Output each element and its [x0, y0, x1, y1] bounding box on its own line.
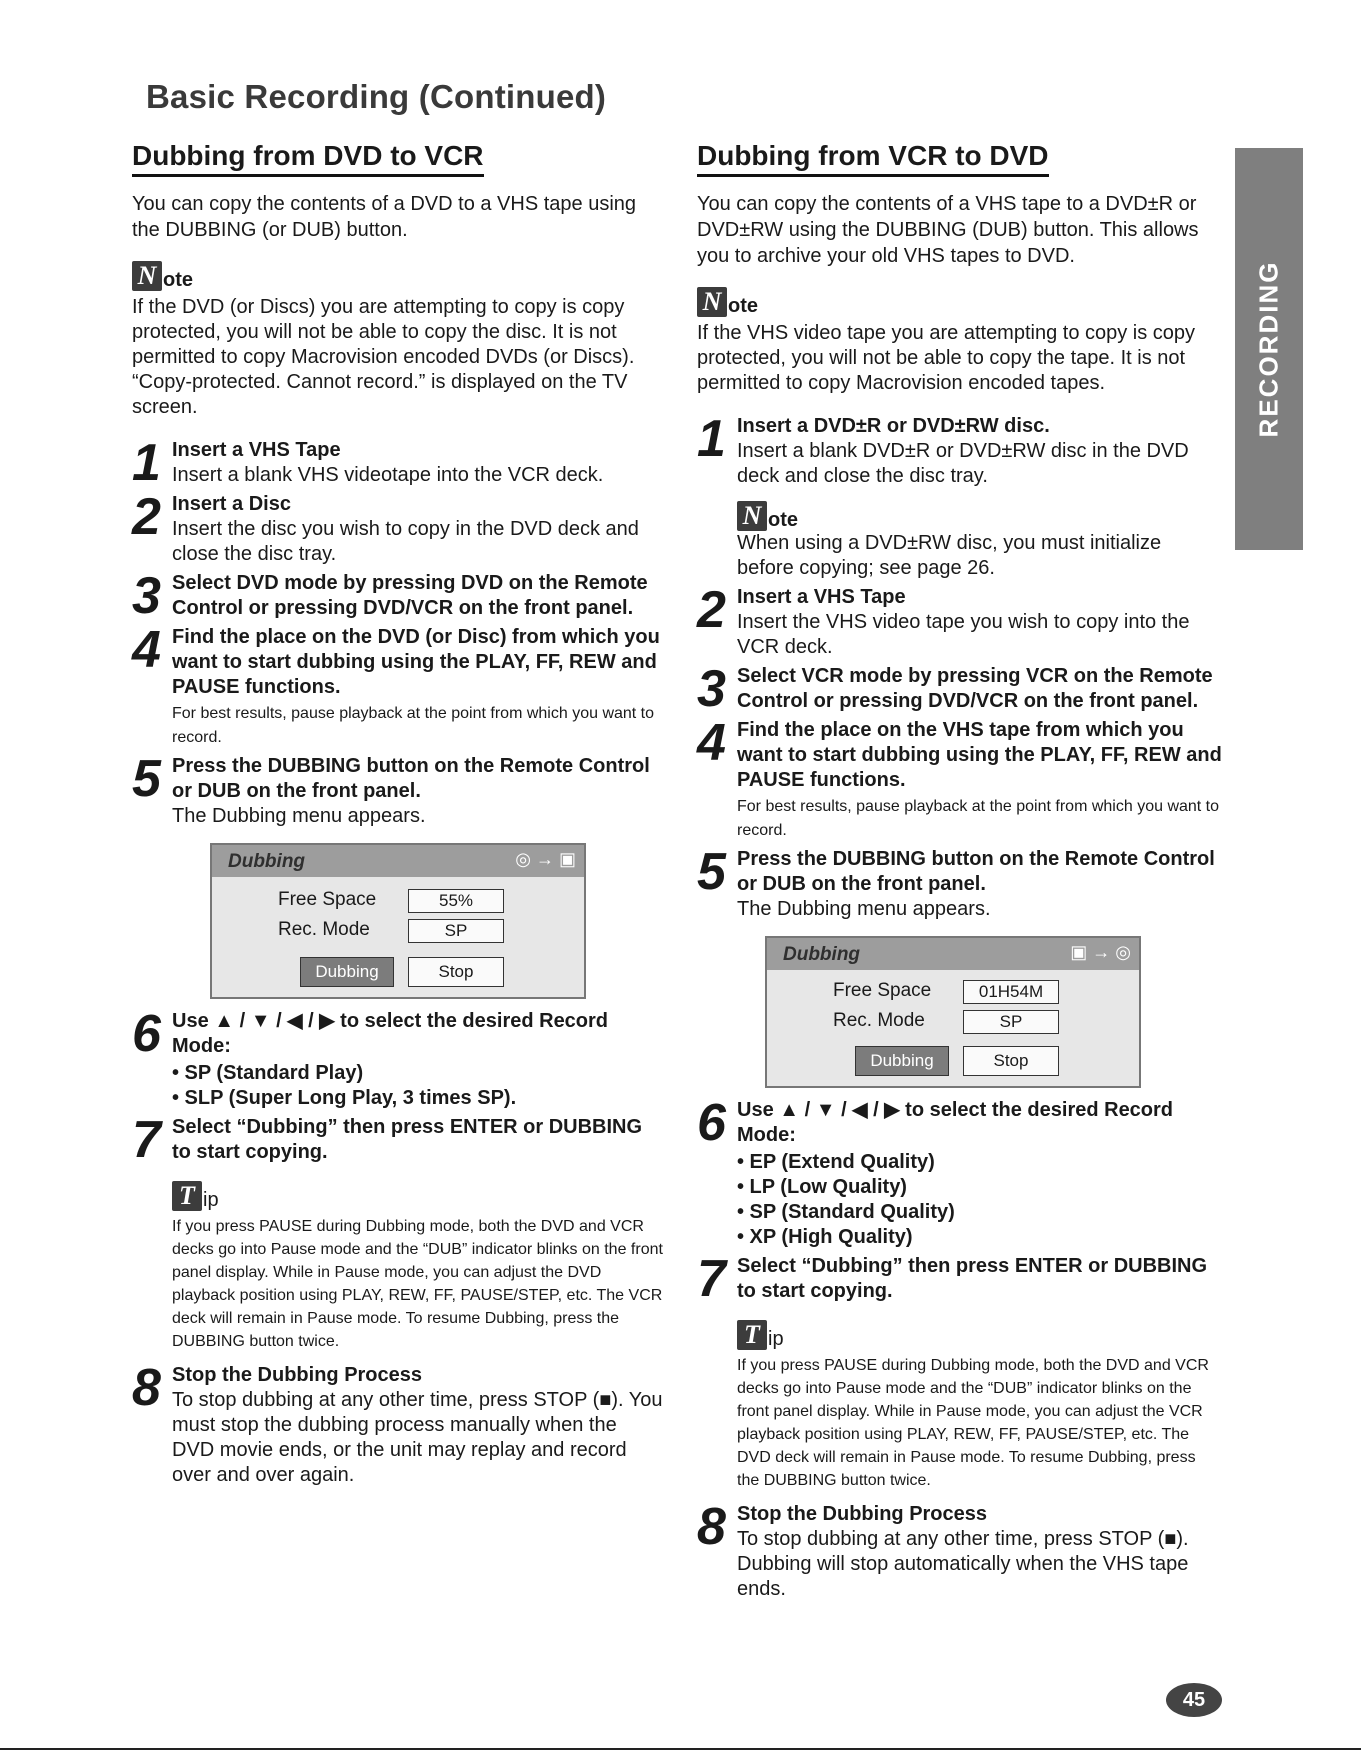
- step-title: Press the DUBBING button on the Remote Control or DUB on the front panel.: [172, 755, 650, 802]
- dubbing-menu-vcr-to-dvd: [765, 936, 1141, 1088]
- free-space-label: Free Space: [278, 889, 377, 910]
- step-number: 5: [132, 750, 161, 808]
- step: [132, 488, 664, 567]
- list-item: • SP (Standard Quality): [737, 1201, 955, 1223]
- free-space-label: Free Space: [833, 980, 932, 1001]
- note-icon: N: [132, 261, 162, 291]
- steps-list: [697, 410, 1222, 1602]
- note-heading: [697, 285, 1222, 317]
- list-item: • EP (Extend Quality): [737, 1151, 935, 1173]
- step-text: To stop dubbing at any other time, press STOP (■). You must stop the dubbing process manually when the DVD movie ends, or the unit may replay and record over and over again.: [172, 1389, 663, 1486]
- step-text: Insert a blank DVD±R or DVD±RW disc in the DVD deck and close the disc tray.: [737, 440, 1189, 487]
- step: [697, 1094, 1222, 1250]
- tip-icon: T: [737, 1320, 767, 1350]
- step: [132, 567, 664, 625]
- tip-label: ip: [768, 1328, 784, 1350]
- step-title: Stop the Dubbing Process: [172, 1364, 423, 1386]
- step-hint: For best results, pause playback at the point from which you want to record.: [172, 705, 655, 746]
- step-number: 3: [132, 567, 161, 625]
- note-label: ote: [728, 295, 758, 317]
- step: [132, 1359, 664, 1488]
- rec-mode-label: Rec. Mode: [833, 1010, 925, 1031]
- list-item: • LP (Low Quality): [737, 1176, 907, 1198]
- tip-label: ip: [203, 1189, 219, 1211]
- step-text: The Dubbing menu appears.: [737, 898, 991, 920]
- step: [132, 750, 664, 829]
- step-number: 1: [697, 410, 726, 468]
- step-title: Find the place on the DVD (or Disc) from which you want to start dubbing using the PLAY, FF, REW and PAUSE functions.: [172, 626, 660, 698]
- note-icon: N: [737, 501, 767, 531]
- record-mode-list: [172, 1061, 664, 1111]
- step-title: Select VCR mode by pressing VCR on the Remote Control or pressing DVD/VCR on the front panel.: [737, 665, 1213, 712]
- step-note-heading: [737, 499, 1222, 531]
- step-text: Insert the VHS video tape you wish to copy into the VCR deck.: [737, 611, 1190, 658]
- menu-header: [212, 845, 584, 877]
- tape-to-disc-icon: ▣ → ◎: [1070, 942, 1131, 962]
- tip-text: If you press PAUSE during Dubbing mode, both the DVD and VCR decks go into Pause mode and the “DUB” indicator blinks on the front panel display. While in Pause mode, you can adjust the VCR playback position using PLAY, REW, FF, PAUSE/STEP, etc. The DVD deck will remain in Pause mode. To resume Dubbing, press the DUBBING button twice.: [737, 1357, 1209, 1489]
- right-column: [697, 140, 1222, 1606]
- step-title: Insert a Disc: [172, 493, 291, 515]
- step-title: Select DVD mode by pressing DVD on the Remote Control or pressing DVD/VCR on the front panel.: [172, 572, 648, 619]
- list-item: • SLP (Super Long Play, 3 times SP).: [172, 1087, 517, 1109]
- step: [697, 1250, 1222, 1308]
- intro-text: You can copy the contents of a VHS tape to a DVD±R or DVD±RW using the DUBBING (DUB) button. This allows you to archive your old VHS tapes to DVD.: [697, 193, 1199, 267]
- free-space-value: 01H54M: [963, 980, 1059, 1004]
- note-icon: N: [697, 287, 727, 317]
- dubbing-button[interactable]: Dubbing: [855, 1046, 949, 1076]
- step-title: Insert a VHS Tape: [737, 586, 906, 608]
- left-column: [132, 140, 664, 1492]
- dubbing-button[interactable]: Dubbing: [300, 957, 394, 987]
- tip-icon: T: [172, 1181, 202, 1211]
- step-number: 4: [697, 714, 726, 772]
- page-number: 45: [1166, 1683, 1222, 1717]
- section-title-dvd-to-vcr: Dubbing from DVD to VCR: [132, 140, 484, 177]
- step-title: Use ▲ / ▼ / ◀ / ▶ to select the desired Record Mode:: [172, 1010, 609, 1057]
- list-item: • XP (High Quality): [737, 1226, 913, 1248]
- tip-heading: [172, 1179, 664, 1211]
- tip-text: If you press PAUSE during Dubbing mode, both the DVD and VCR decks go into Pause mode and the “DUB” indicator blinks on the front panel display. While in Pause mode, you can adjust the DVD playback position using PLAY, REW, FF, PAUSE/STEP, etc. The VCR deck will remain in Pause mode. To resume Dubbing, press the DUBBING button twice.: [172, 1218, 663, 1350]
- step-title: Use ▲ / ▼ / ◀ / ▶ to select the desired Record Mode:: [737, 1099, 1174, 1146]
- step-title: Find the place on the VHS tape from which you want to start dubbing using the PLAY, FF, REW and PAUSE functions.: [737, 719, 1222, 791]
- intro-text: You can copy the contents of a DVD to a VHS tape using the DUBBING (or DUB) button.: [132, 193, 637, 241]
- tip-block: [172, 1179, 664, 1353]
- step-number: 6: [697, 1094, 726, 1152]
- step-number: 7: [697, 1250, 726, 1308]
- note-heading: [132, 259, 664, 291]
- tip-block: [737, 1318, 1222, 1492]
- rec-mode-value[interactable]: SP: [963, 1010, 1059, 1034]
- note-label: ote: [768, 509, 798, 531]
- tip-heading: [737, 1318, 1222, 1350]
- stop-button[interactable]: Stop: [408, 957, 504, 987]
- stop-button[interactable]: Stop: [963, 1046, 1059, 1076]
- note-text: If the VHS video tape you are attempting to copy is copy protected, you will not be able to copy the tape. It is not permitted to copy Macrovision encoded tapes.: [697, 322, 1196, 394]
- step: [697, 1498, 1222, 1602]
- step-number: 7: [132, 1111, 161, 1169]
- side-tab-label: RECORDING: [1253, 260, 1284, 438]
- step-number: 4: [132, 621, 161, 679]
- step-title: Insert a VHS Tape: [172, 439, 341, 461]
- step-title: Select “Dubbing” then press ENTER or DUBBING to start copying.: [737, 1255, 1208, 1302]
- step-title: Stop the Dubbing Process: [737, 1503, 988, 1525]
- menu-header: [767, 938, 1139, 970]
- step: [697, 581, 1222, 660]
- section-side-tab: [1235, 148, 1303, 550]
- step-text: The Dubbing menu appears.: [172, 805, 426, 827]
- list-item: • SP (Standard Play): [172, 1062, 364, 1084]
- step: [132, 1005, 664, 1111]
- page-title: Basic Recording (Continued): [146, 78, 607, 115]
- step-number: 5: [697, 843, 726, 901]
- step-text: Insert a blank VHS videotape into the VCR deck.: [172, 464, 604, 486]
- menu-title: Dubbing: [783, 944, 861, 965]
- step: [132, 1111, 664, 1169]
- dubbing-menu-dvd-to-vcr: [210, 843, 586, 999]
- footer-rule: [0, 1748, 1361, 1750]
- note-label: ote: [163, 269, 193, 291]
- steps-list: [132, 434, 664, 1488]
- section-title-vcr-to-dvd: Dubbing from VCR to DVD: [697, 140, 1049, 177]
- step-number: 3: [697, 660, 726, 718]
- step-text: Insert the disc you wish to copy in the DVD deck and close the disc tray.: [172, 518, 639, 565]
- menu-title: Dubbing: [228, 851, 306, 872]
- rec-mode-value[interactable]: SP: [408, 919, 504, 943]
- step-text: To stop dubbing at any other time, press STOP (■). Dubbing will stop automatically when the VHS tape ends.: [737, 1528, 1189, 1600]
- step-number: 8: [132, 1359, 161, 1417]
- note-text: If the DVD (or Discs) you are attempting to copy is copy protected, you will not be able to copy the disc. It is not permitted to copy Macrovision encoded DVDs (or Discs). “Copy-protected. Cannot record.” is displayed on the TV screen.: [132, 296, 635, 418]
- step-note-text: When using a DVD±RW disc, you must initialize before copying; see page 26.: [737, 532, 1162, 579]
- disc-to-tape-icon: ◎ → ▣: [515, 849, 576, 869]
- free-space-value: 55%: [408, 889, 504, 913]
- step: [697, 714, 1222, 843]
- step-number: 8: [697, 1498, 726, 1556]
- rec-mode-label: Rec. Mode: [278, 919, 370, 940]
- step-number: 2: [132, 488, 161, 546]
- step-title: Insert a DVD±R or DVD±RW disc.: [737, 415, 1050, 437]
- step-number: 6: [132, 1005, 161, 1063]
- step: [697, 410, 1222, 581]
- step: [697, 843, 1222, 922]
- step: [132, 621, 664, 750]
- step: [697, 660, 1222, 718]
- step-title: Select “Dubbing” then press ENTER or DUBBING to start copying.: [172, 1116, 643, 1163]
- step-number: 1: [132, 434, 161, 492]
- step-number: 2: [697, 581, 726, 639]
- step-hint: For best results, pause playback at the point from which you want to record.: [737, 798, 1220, 839]
- record-mode-list: [737, 1150, 1222, 1250]
- step: [132, 434, 664, 492]
- step-title: Press the DUBBING button on the Remote Control or DUB on the front panel.: [737, 848, 1215, 895]
